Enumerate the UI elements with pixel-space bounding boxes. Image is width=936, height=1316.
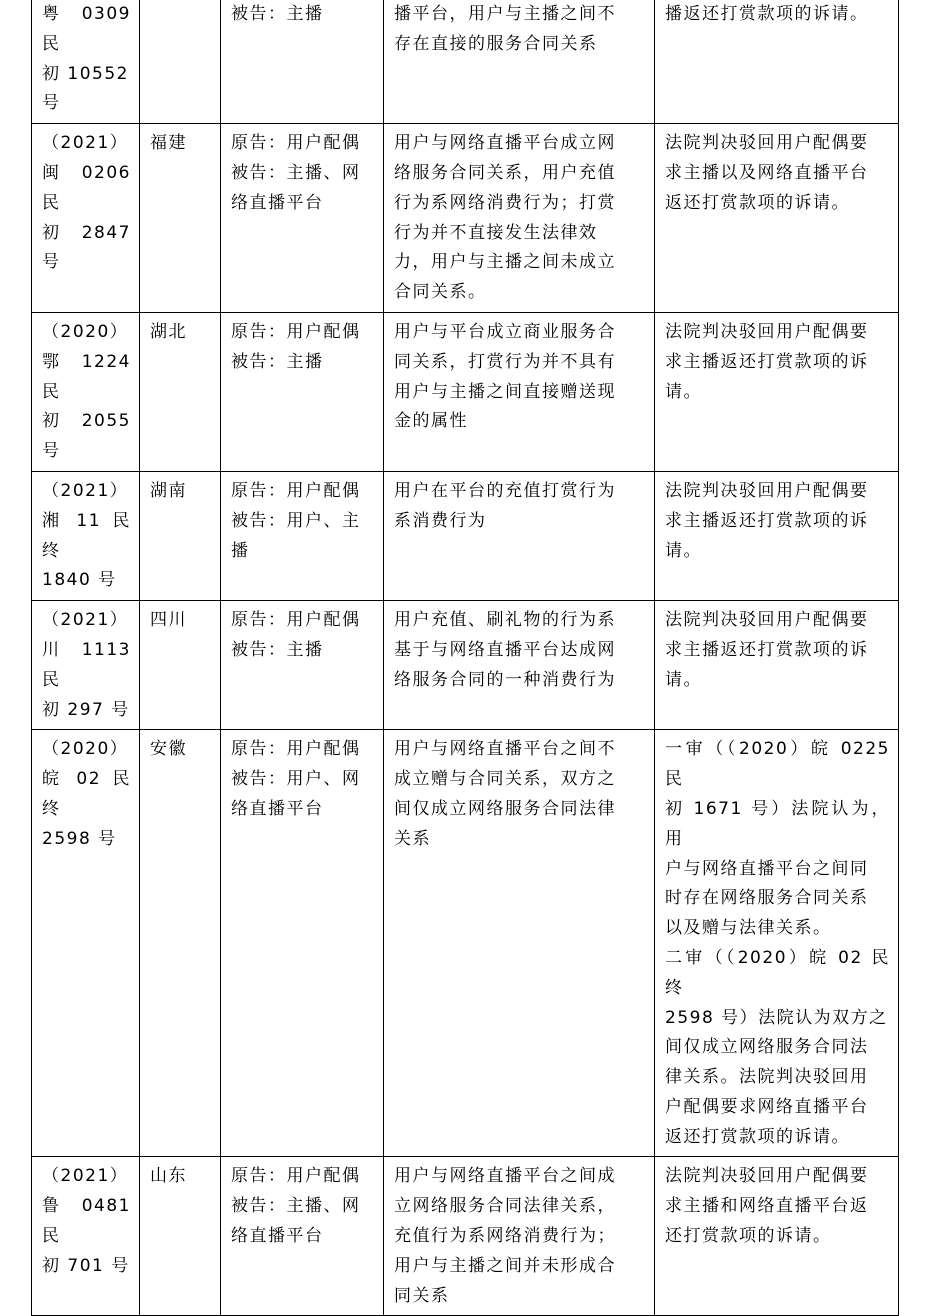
- legal-relation-cell: [384, 601, 655, 730]
- parties-line: 被告：主播: [231, 4, 324, 24]
- case-number-cell: [32, 471, 140, 600]
- parties-line: 被告：主播: [231, 639, 324, 660]
- judgment-line: 律关系。法院判决驳回用: [665, 1067, 869, 1088]
- judgment-cell: [655, 471, 899, 600]
- parties-line: 播: [231, 540, 250, 561]
- judgment-line: 法院判决驳回用户配偶要: [665, 321, 869, 342]
- legal-relation-cell: [384, 124, 655, 313]
- judgment-line: 请。: [665, 381, 702, 402]
- case-table: [31, 0, 899, 1316]
- legal-relation-line: 成立赠与合同关系，双方之: [394, 769, 616, 790]
- parties-cell: [221, 312, 384, 471]
- legal-relation-line: 络服务合同的一种消费行为: [394, 669, 616, 690]
- case-table-body: [32, 0, 899, 1316]
- legal-relation-line: 基于与网络直播平台达成网: [394, 639, 616, 660]
- judgment-line: 户与网络直播平台之间同: [665, 858, 869, 879]
- case-number-line: 粤 0309 民: [42, 4, 131, 54]
- judgment-line: 2598 号）法院认为双方之: [665, 1007, 888, 1028]
- parties-line: 络直播平台: [231, 192, 324, 213]
- judgment-line: 法院判决驳回用户配偶要: [665, 610, 869, 631]
- parties-line: 络直播平台: [231, 798, 324, 819]
- judgment-cell: [655, 124, 899, 313]
- judgment-line: 法院判决驳回用户配偶要: [665, 1166, 869, 1187]
- parties-cell: [221, 730, 384, 1157]
- judgment-line: 求主播返还打赏款项的诉: [665, 639, 869, 660]
- judgment-line: 初 1671 号）法院认为，用: [665, 798, 890, 849]
- case-number-line: 号: [42, 93, 61, 114]
- province-text: 湖北: [150, 321, 187, 342]
- legal-relation-cell: [384, 312, 655, 471]
- parties-line: 络直播平台: [231, 1226, 324, 1247]
- case-number-line: 皖 02 民终: [42, 769, 131, 819]
- legal-relation-line: 用户与主播之间直接赠送现: [394, 381, 616, 402]
- judgment-line: 时存在网络服务合同关系: [665, 888, 869, 909]
- judgment-line: 求主播以及网络直播平台: [665, 162, 869, 183]
- case-number-line: 川 1113 民: [42, 639, 131, 690]
- parties-line: 原告：用户配偶: [231, 610, 361, 631]
- table-row: [32, 1157, 899, 1316]
- judgment-cell: [655, 730, 899, 1157]
- judgment-line: 户配偶要求网络直播平台: [665, 1096, 869, 1117]
- judgment-cell: [655, 0, 899, 124]
- table-row: [32, 124, 899, 313]
- judgment-line: 一审（（2020）皖 0225 民: [665, 739, 890, 790]
- case-number-line: 鲁 0481 民: [42, 1196, 131, 1247]
- province-text: 山东: [150, 1166, 187, 1187]
- case-number-line: 鄂 1224 民: [42, 351, 131, 402]
- judgment-cell: [655, 1157, 899, 1316]
- case-number-line: （2021）: [42, 133, 129, 154]
- province-text: 福建: [150, 133, 187, 154]
- parties-line: 原告：用户配偶: [231, 133, 361, 154]
- legal-relation-line: 关系: [394, 828, 431, 849]
- judgment-line: 请。: [665, 540, 702, 561]
- legal-relation-cell: [384, 730, 655, 1157]
- case-number-line: （2020）: [42, 739, 129, 760]
- legal-relation-line: 用户与平台成立商业服务合: [394, 321, 616, 342]
- parties-cell: [221, 124, 384, 313]
- case-number-line: （2021）: [42, 480, 129, 501]
- province-text: 四川: [150, 610, 187, 631]
- case-number-line: 初 701 号: [42, 1255, 130, 1276]
- parties-line: 原告：用户配偶: [231, 321, 361, 342]
- judgment-line: 返还打赏款项的诉请。: [665, 192, 850, 213]
- judgment-line: 还打赏款项的诉请。: [665, 1226, 832, 1247]
- judgment-line: 间仅成立网络服务合同法: [665, 1037, 869, 1058]
- case-number-line: （2020）: [42, 321, 129, 342]
- parties-line: 被告：主播、网: [231, 162, 361, 183]
- case-number-cell: [32, 1157, 140, 1316]
- legal-relation-cell: [384, 1157, 655, 1316]
- parties-line: 原告：用户配偶: [231, 739, 361, 760]
- legal-relation-line: 用户与网络直播平台之间不: [394, 739, 616, 760]
- province-cell: [140, 312, 221, 471]
- legal-relation-cell: [384, 471, 655, 600]
- legal-relation-line: 用户与网络直播平台之间成: [394, 1166, 616, 1187]
- case-number-line: 初 10552: [42, 63, 129, 84]
- case-number-line: 初 2055 号: [42, 411, 131, 462]
- case-number-cell: [32, 601, 140, 730]
- table-row: [32, 730, 899, 1157]
- parties-line: 被告：主播: [231, 351, 324, 372]
- judgment-line: 以及赠与法律关系。: [665, 918, 832, 939]
- case-number-line: 闽 0206 民: [42, 162, 131, 213]
- legal-relation-line: 存在直接的服务合同关系: [394, 33, 598, 54]
- table-row: [32, 312, 899, 471]
- legal-relation-line: 合同关系。: [394, 282, 487, 303]
- case-number-line: 1840 号: [42, 570, 117, 591]
- parties-line: 被告：主播、网: [231, 1196, 361, 1217]
- judgment-line: 请。: [665, 669, 702, 690]
- legal-relation-line: 力，用户与主播之间未成立: [394, 252, 616, 273]
- judgment-line: 播返还打赏款项的诉请。: [665, 4, 869, 24]
- legal-relation-cell: [384, 0, 655, 124]
- parties-cell: [221, 1157, 384, 1316]
- legal-relation-line: 同关系: [394, 1285, 450, 1306]
- case-number-line: （2021）: [42, 610, 129, 631]
- judgment-line: 法院判决驳回用户配偶要: [665, 133, 869, 154]
- case-number-line: 初 297 号: [42, 699, 130, 720]
- legal-relation-line: 充值行为系网络消费行为；: [394, 1226, 616, 1247]
- judgment-line: 二审（（2020）皖 02 民终: [665, 947, 890, 998]
- province-cell: [140, 601, 221, 730]
- parties-cell: [221, 471, 384, 600]
- legal-relation-line: 播平台，用户与主播之间不: [394, 4, 616, 24]
- table-row: [32, 0, 899, 124]
- legal-relation-line: 立网络服务合同法律关系，: [394, 1196, 616, 1217]
- judgment-line: 求主播返还打赏款项的诉: [665, 510, 869, 531]
- judgment-line: 求主播返还打赏款项的诉: [665, 351, 869, 372]
- judgment-cell: [655, 312, 899, 471]
- province-text: 湖南: [150, 480, 187, 501]
- legal-relation-line: 行为并不直接发生法律效: [394, 222, 598, 243]
- province-text: 安徽: [150, 739, 187, 760]
- legal-relation-line: 络服务合同关系，用户充值: [394, 162, 616, 183]
- legal-relation-line: 行为系网络消费行为；打赏: [394, 192, 616, 213]
- judgment-line: 求主播和网络直播平台返: [665, 1196, 869, 1217]
- legal-relation-line: 用户在平台的充值打赏行为: [394, 480, 616, 501]
- province-cell: [140, 124, 221, 313]
- table-row: [32, 601, 899, 730]
- legal-relation-line: 用户与主播之间并未形成合: [394, 1255, 616, 1276]
- table-row: [32, 471, 899, 600]
- province-cell: [140, 1157, 221, 1316]
- legal-relation-line: 系消费行为: [394, 510, 487, 531]
- case-number-cell: [32, 124, 140, 313]
- legal-relation-line: 间仅成立网络服务合同法律: [394, 798, 616, 819]
- parties-line: 被告：用户、主: [231, 510, 361, 531]
- province-cell: [140, 471, 221, 600]
- parties-line: 原告：用户配偶: [231, 1166, 361, 1187]
- case-number-line: 初 2847 号: [42, 222, 131, 273]
- province-cell: [140, 730, 221, 1157]
- parties-line: 被告：用户、网: [231, 769, 361, 790]
- province-cell: [140, 0, 221, 124]
- parties-cell: [221, 0, 384, 124]
- case-number-line: 湘 11 民终: [42, 510, 131, 561]
- legal-relation-line: 同关系，打赏行为并不具有: [394, 351, 616, 372]
- parties-line: 原告：用户配偶: [231, 480, 361, 501]
- judgment-cell: [655, 601, 899, 730]
- legal-relation-line: 金的属性: [394, 411, 468, 432]
- case-number-cell: [32, 0, 140, 124]
- legal-relation-line: 用户充值、刷礼物的行为系: [394, 610, 616, 631]
- case-number-cell: [32, 730, 140, 1157]
- judgment-line: 法院判决驳回用户配偶要: [665, 480, 869, 501]
- case-number-line: （2021）: [42, 1166, 129, 1187]
- case-number-line: 2598 号: [42, 828, 117, 849]
- judgment-line: 返还打赏款项的诉请。: [665, 1126, 850, 1147]
- legal-relation-line: 用户与网络直播平台成立网: [394, 133, 616, 154]
- case-number-cell: [32, 312, 140, 471]
- parties-cell: [221, 601, 384, 730]
